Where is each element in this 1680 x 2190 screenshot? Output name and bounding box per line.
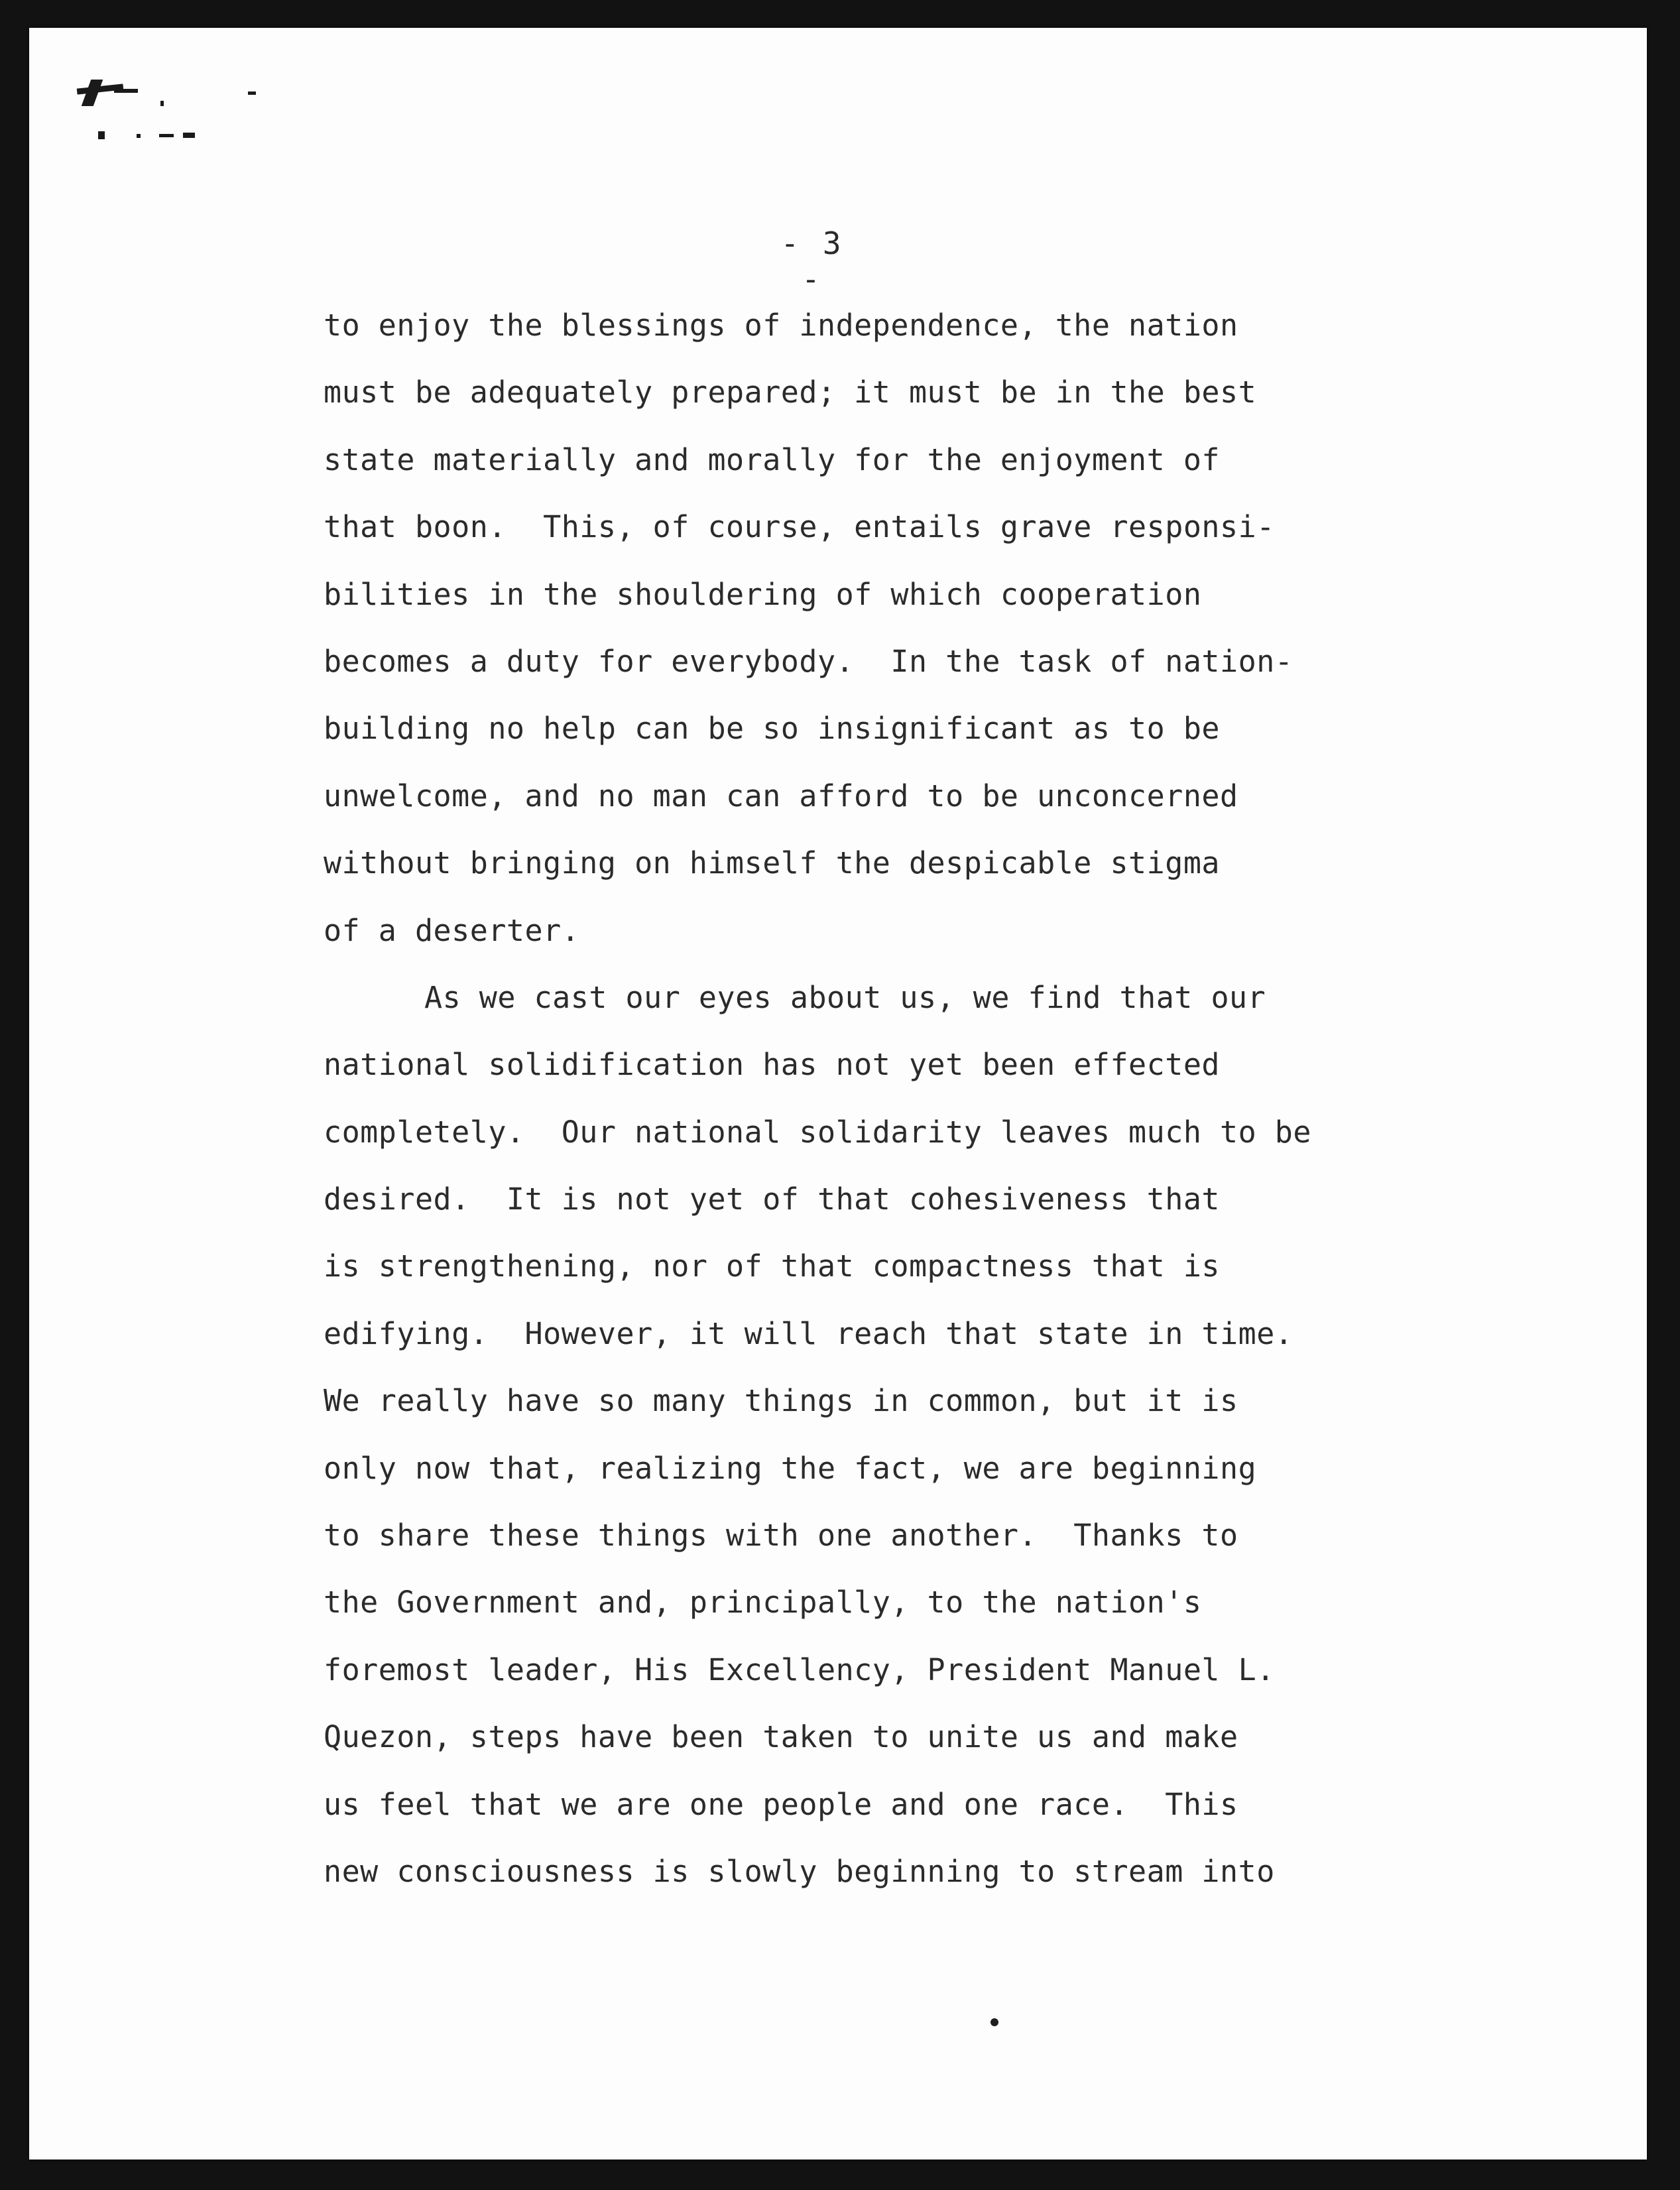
- text-line: building no help can be so insignificant as to be: [324, 711, 1221, 747]
- text-line: is strengthening, nor of that compactness that is: [324, 1248, 1221, 1284]
- text-line: We really have so many things in common, but it is: [324, 1383, 1238, 1419]
- text-line: state materially and morally for the enjoyment of: [324, 442, 1221, 477]
- ink-speck: [990, 2018, 998, 2026]
- body-text: [324, 292, 1464, 1905]
- text-line: As we cast our eyes about us, we find that our: [424, 979, 1266, 1015]
- text-line: bilities in the shouldering of which cooperation: [324, 576, 1202, 612]
- text-line: the Government and, principally, to the nation's: [324, 1585, 1202, 1620]
- ink-mark: [137, 134, 141, 138]
- text-line: Quezon, steps have been taken to unite us and make: [324, 1719, 1238, 1755]
- text-line: that boon. This, of course, entails grave responsi-: [324, 509, 1275, 545]
- text-line: foremost leader, His Excellency, President Manuel L.: [324, 1652, 1275, 1687]
- ink-mark: [98, 131, 105, 139]
- ink-mark: [114, 89, 138, 93]
- text-line: unwelcome, and no man can afford to be unconcerned: [324, 778, 1238, 814]
- text-line: completely. Our national solidarity leaves much to be: [324, 1114, 1311, 1150]
- ink-mark: [159, 134, 174, 137]
- ink-mark: [183, 133, 195, 138]
- text-line: becomes a duty for everybody. In the task of nation-: [324, 643, 1293, 679]
- text-line: us feel that we are one people and one race. This: [324, 1786, 1238, 1822]
- text-line: edifying. However, it will reach that state in time.: [324, 1315, 1293, 1351]
- text-line: new consciousness is slowly beginning to stream into: [324, 1853, 1275, 1889]
- ink-mark: [248, 91, 256, 95]
- text-line: to enjoy the blessings of independence, the nation: [324, 308, 1238, 343]
- text-line: must be adequately prepared; it must be in the best: [324, 375, 1257, 410]
- text-line: national solidification has not yet been effected: [324, 1047, 1221, 1083]
- text-line: of a deserter.: [324, 912, 580, 948]
- text-line: only now that, realizing the fact, we are beginning: [324, 1450, 1257, 1486]
- text-line: to share these things with one another. Thanks to: [324, 1518, 1238, 1553]
- text-line: desired. It is not yet of that cohesiveness that: [324, 1182, 1221, 1217]
- text-line: without bringing on himself the despicable stigma: [324, 845, 1221, 881]
- ink-mark: [160, 101, 164, 106]
- page-number: - 3 -: [780, 225, 844, 297]
